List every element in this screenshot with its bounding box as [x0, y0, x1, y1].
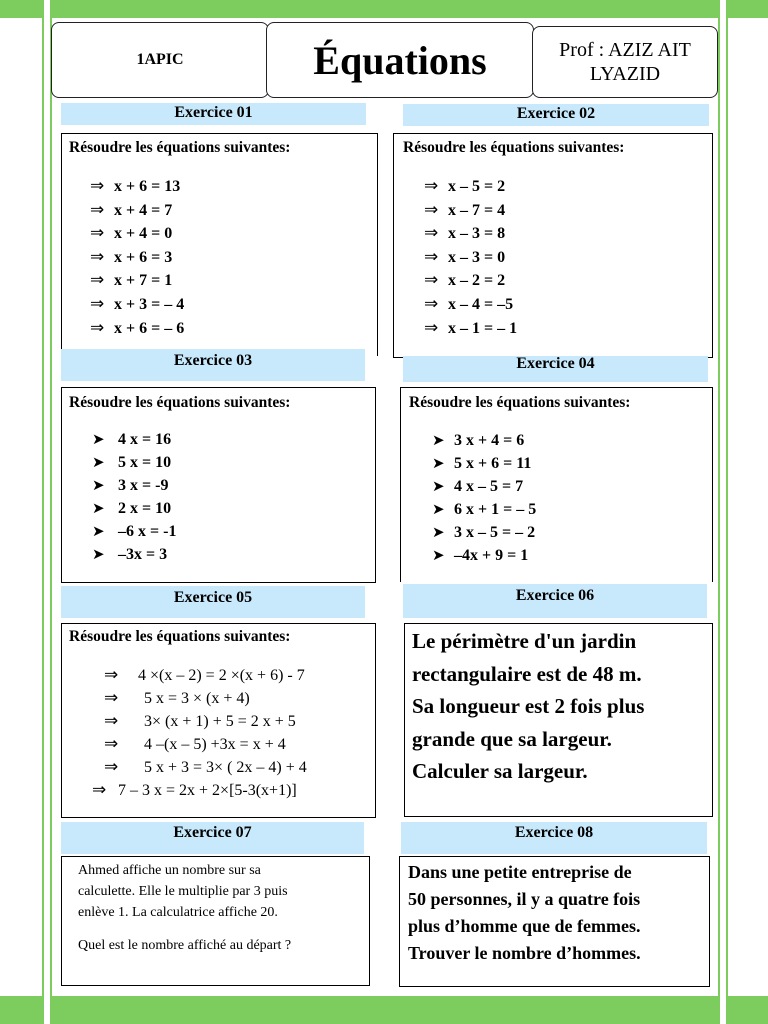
double-arrow-right-icon: ⇒ [90, 176, 105, 196]
double-arrow-right-icon: ⇒ [424, 223, 439, 244]
exercise-05-instruction: Résoudre les équations suivantes: [69, 628, 291, 645]
chevron-right-icon: ➤ [432, 477, 445, 495]
left-green-line-inner [50, 0, 52, 1024]
chevron-right-icon: ➤ [432, 523, 445, 541]
list-item: ⇒ x – 3 = 8 [424, 222, 517, 246]
right-green-line-outer [726, 0, 728, 1024]
exercise-04-list [432, 429, 536, 567]
exercise-01-list [90, 175, 184, 340]
double-arrow-right-icon: ⇒ [104, 665, 119, 685]
exercise-01-label: Exercice 01 [61, 103, 366, 125]
list-item: ⇒ 4 ×(x – 2) = 2 ×(x + 6) - 7 [104, 665, 305, 685]
exercise-08-text: Dans une petite entreprise de 50 personnes, il y a quatre fois plus d’homme que de femmes. Trouver le nombre d’hommes. [408, 862, 641, 963]
exercise-02-label: Exercice 02 [403, 104, 709, 126]
exercise-02-list [424, 175, 517, 340]
list-item: ⇒ x + 6 = 13 [90, 175, 184, 199]
list-item: ⇒ x + 4 = 7 [90, 199, 184, 223]
list-item: ➤ 4 x – 5 = 7 [432, 475, 536, 498]
list-item: ⇒ x – 3 = 0 [424, 246, 517, 270]
top-left-green-stub [0, 0, 42, 18]
double-arrow-right-icon: ⇒ [90, 246, 105, 267]
list-item: ⇒ x + 4 = 0 [90, 222, 184, 246]
list-item: ➤ 6 x + 1 = – 5 [432, 498, 536, 521]
chevron-right-icon: ➤ [92, 476, 105, 494]
list-item: ➤ 4 x = 16 [92, 428, 176, 451]
bottom-right-green-stub [726, 996, 768, 1024]
exercise-01-instruction: Résoudre les équations suivantes: [69, 139, 291, 156]
list-item: ➤ 3 x = -9 [92, 474, 176, 497]
list-item: ⇒ x + 6 = – 6 [90, 317, 184, 341]
bottom-green-bar [50, 996, 718, 1024]
exercise-07-label: Exercice 07 [61, 822, 364, 854]
list-item: ⇒ x + 3 = – 4 [90, 293, 184, 317]
double-arrow-right-icon: ⇒ [90, 199, 105, 220]
left-green-line-outer [42, 0, 44, 1024]
list-item: ⇒ 5 x = 3 × (x + 4) [104, 688, 250, 708]
exercise-08-label: Exercice 08 [401, 822, 707, 854]
double-arrow-right-icon: ⇒ [104, 711, 119, 731]
double-arrow-right-icon: ⇒ [424, 270, 439, 291]
chevron-right-icon: ➤ [432, 500, 445, 518]
double-arrow-right-icon: ⇒ [424, 176, 439, 196]
bottom-left-green-stub [0, 996, 42, 1024]
list-item: ➤ –4x + 9 = 1 [432, 544, 536, 567]
double-arrow-right-icon: ⇒ [424, 317, 439, 338]
exercise-04-label: Exercice 04 [403, 356, 708, 382]
list-item: ⇒ 7 – 3 x = 2x + 2×[5-3(x+1)] [92, 780, 297, 800]
list-item: ⇒ x + 7 = 1 [90, 269, 184, 293]
exercise-05-label: Exercice 05 [61, 586, 365, 618]
exercise-06-text: Le périmètre d'un jardin rectangulaire est de 48 m. Sa longueur est 2 fois plus grande que sa largeur. Calculer sa largeur. [412, 629, 645, 783]
chevron-right-icon: ➤ [92, 522, 105, 540]
exercise-06-label: Exercice 06 [403, 584, 707, 618]
list-item: ⇒ 4 –(x – 5) +3x = x + 4 [104, 734, 286, 754]
double-arrow-right-icon: ⇒ [90, 293, 105, 314]
chevron-right-icon: ➤ [92, 430, 105, 448]
list-item: ⇒ x – 1 = – 1 [424, 317, 517, 341]
list-item: ⇒ 5 x + 3 = 3× ( 2x – 4) + 4 [104, 757, 307, 777]
list-item: ➤ 5 x + 6 = 11 [432, 452, 536, 475]
top-right-green-stub [726, 0, 768, 18]
exercise-04-instruction: Résoudre les équations suivantes: [409, 394, 631, 411]
double-arrow-right-icon: ⇒ [90, 270, 105, 291]
double-arrow-right-icon: ⇒ [424, 293, 439, 314]
list-item: ➤ 2 x = 10 [92, 497, 176, 520]
top-green-bar [50, 0, 718, 18]
chevron-right-icon: ➤ [92, 499, 105, 517]
double-arrow-right-icon: ⇒ [424, 199, 439, 220]
exercise-07-text: Ahmed affiche un nombre sur sa calculette. Elle le multiplie par 3 puis enlève 1. La calculatrice affiche 20. Quel est le nombre affiché au départ ? [78, 863, 292, 953]
right-green-line-inner [718, 0, 720, 1024]
prof-name-line2: LYAZID [589, 63, 661, 85]
title-box [266, 22, 534, 98]
chevron-right-icon: ➤ [432, 454, 445, 472]
double-arrow-right-icon: ⇒ [104, 757, 119, 777]
list-item: ➤ 3 x – 5 = – 2 [432, 521, 536, 544]
prof-box [532, 26, 718, 98]
level-box [51, 22, 269, 98]
chevron-right-icon: ➤ [432, 546, 445, 564]
list-item: ⇒ 3× (x + 1) + 5 = 2 x + 5 [104, 711, 296, 731]
list-item: ⇒ x – 4 = –5 [424, 293, 517, 317]
list-item: ⇒ x – 2 = 2 [424, 269, 517, 293]
list-item: ➤ –6 x = -1 [92, 520, 176, 543]
double-arrow-right-icon: ⇒ [90, 317, 105, 338]
double-arrow-right-icon: ⇒ [104, 734, 119, 754]
double-arrow-right-icon: ⇒ [92, 780, 107, 800]
list-item: ⇒ x – 5 = 2 [424, 175, 517, 199]
exercise-03-list [92, 428, 176, 566]
double-arrow-right-icon: ⇒ [90, 223, 105, 244]
chevron-right-icon: ➤ [432, 431, 445, 449]
exercise-02-instruction: Résoudre les équations suivantes: [403, 139, 625, 156]
double-arrow-right-icon: ⇒ [424, 246, 439, 267]
exercise-05-list [92, 664, 307, 802]
chevron-right-icon: ➤ [92, 545, 105, 563]
list-item: ➤ –3x = 3 [92, 543, 176, 566]
double-arrow-right-icon: ⇒ [104, 688, 119, 708]
exercise-03-label: Exercice 03 [61, 349, 365, 381]
page-title: Équations [313, 37, 487, 83]
chevron-right-icon: ➤ [92, 453, 105, 471]
exercise-03-instruction: Résoudre les équations suivantes: [69, 394, 291, 411]
list-item: ➤ 5 x = 10 [92, 451, 176, 474]
prof-name-line1: Prof : AZIZ AIT [559, 39, 691, 61]
list-item: ⇒ x + 6 = 3 [90, 246, 184, 270]
level-label: 1APIC [136, 51, 184, 68]
list-item: ⇒ x – 7 = 4 [424, 199, 517, 223]
list-item: ➤ 3 x + 4 = 6 [432, 429, 536, 452]
